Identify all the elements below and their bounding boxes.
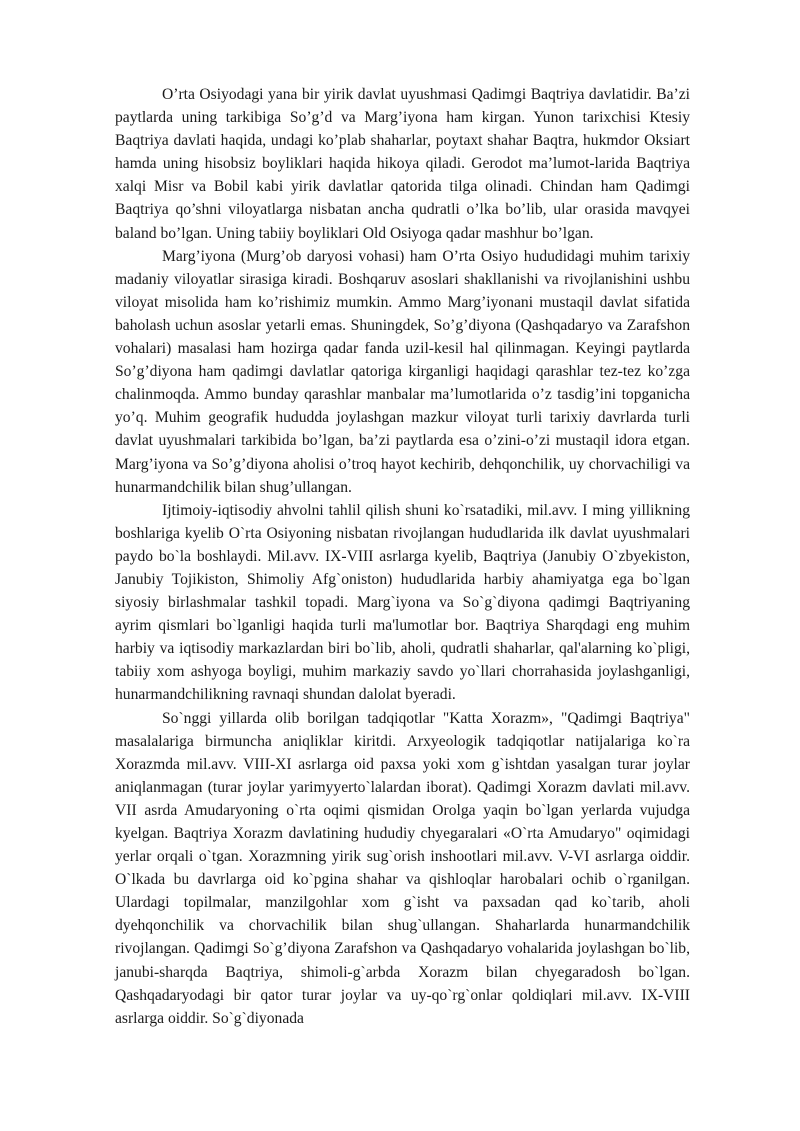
paragraph-baqtriya: O’rta Osiyodagi yana bir yirik davlat uyushmasi Qadimgi Baqtriya davlatidir. Ba’zi paytlarda uning tarkibiga So’g’d va Marg’iyona ham kirgan. Yunon tarixchisi Ktesiy Baqtriya davlati haqida, undagi ko’plab shaharlar, poytaxt shahar Baqtra, hukmdor Oksiart hamda uning hisobsiz boyliklari haqida hikoya qiladi. Gerodot ma’lumot-larida Baqtriya xalqi Misr va Bobil kabi yirik davlatlar qatorida tilga olinadi. Chindan ham Qadimgi Baqtriya qo’shni viloyatlarga nisbatan ancha qudratli o’lka bo’lib, ular orasida mavqyei baland bo’lgan. Uning tabiiy boyliklari Old Osiyoga qadar mashhur bo’lgan. bbox=[115, 86, 690, 242]
paragraph-margiyona: Marg’iyona (Murg’ob daryosi vohasi) ham O’rta Osiyo hududidagi muhim tarixiy madaniy viloyatlar sirasiga kiradi. Boshqaruv asoslari shakllanishi va rivojlanishini ushbu viloyat misolida ham ko’rishimiz mumkin. Ammo Marg’iyonani mustaqil davlat sifatida baholash uchun asoslar yetarli emas. Shuningdek, So’g’diyona (Qashqadaryo va Zarafshon vohalari) masalasi ham hozirga qadar fanda uzil-kesil hal qilinmagan. Keyingi paytlarda So’g’diyona ham qadimgi davlatlar qatoriga kirganligi haqidagi qarashlar tez-tez ko’zga chalinmoqda. Ammo bunday qarashlar manbalar ma’lumotlarida o’z tasdig’ini topganicha yo’q. Muhim geografik hududda joylashgan mazkur viloyat turli tarixiy davrlarda turli davlat uyushmalari tarkibida bo’lgan, ba’zi paytlarda esa o’zini-o’zi mustaqil idora etgan. Marg’iyona va So’g’diyona aholisi o’troq hayot kechirib, dehqonchilik, uy chorvachiligi va hunarmandchilik bilan shug’ullangan. bbox=[115, 247, 690, 496]
paragraph-recent-research: So`nggi yillarda olib borilgan tadqiqotlar "Katta Xorazm», "Qadimgi Baqtriya" masalalariga birmuncha aniqliklar kiritdi. Arxyeologik tadqiqotlar natijalariga ko`ra Xorazmda mil.avv. VIII-XI asrlarga oid paxsa yoki xom g`ishtdan yasalgan turar joylar aniqlanmagan (turar joylar yarimyyerto`lalardan iborat). Qadimgi Xorazm davlati mil.avv. VII asrda Amudaryoning o`rta oqimi qismidan Orolga yaqin bo`lgan yerlarda vujudga kyelgan. Baqtriya Xorazm davlatining hududiy chyegaralari «O`rta Amudaryo" oqimidagi yerlar orqali o`tgan. Xorazmning yirik sug`orish inshootlari mil.avv. V-VI asrlarga oiddir. O`lkada bu davrlarga oid ko`pgina shahar va qishloqlar harobalari ochib o`rganilgan. Ulardagi topilmalar, manzilgohlar xom g`isht va paxsadan qad ko`tarib, aholi dyehqonchilik va chorvachilik bilan shug`ullangan. Shaharlarda hunarmandchilik rivojlangan. Qadimgi So`g’diyona Zarafshon va Qashqadaryo vohalarida joylashgan bo`lib, janubi-sharqda Baqtriya, shimoli-g`arbda Xorazm bilan chyegaradosh bo`lgan. Qashqadaryodagi bir qator turar joylar va uy-qo`rg`onlar qoldiqlari mil.avv. IX-VIII asrlarga oiddir. So`g`diyonada bbox=[115, 709, 690, 1027]
document-page bbox=[115, 83, 690, 1030]
paragraph-socio-economic: Ijtimoiy-iqtisodiy ahvolni tahlil qilish shuni ko`rsatadiki, mil.avv. I ming yillikning boshlariga kyelib O`rta Osiyoning nisbatan rivojlangan hududlarida ilk davlat uyushmalari paydo bo`la boshlaydi. Mil.avv. IX-VIII asrlarga kyelib, Baqtriya (Janubiy O`zbyekiston, Janubiy Tojikiston, Shimoliy Afg`oniston) hududlarida harbiy ahamiyatga ega bo`lgan siyosiy birlashmalar tashkil topadi. Marg`iyona va So`g`diyona qadimgi Baqtriyaning ayrim qismlari bo`lganligi haqida turli ma'lumotlar bor. Baqtriya Sharqdagi eng muhim harbiy va iqtisodiy markazlardan biri bo`lib, aholi, qudratli shaharlar, qal'alarning ko`pligi, tabiiy xom ashyoga boyligi, muhim markaziy savdo yo`llari chorrahasida joylashganligi, hunarmandchilikning ravnaqi shundan dalolat byeradi. bbox=[115, 501, 690, 704]
